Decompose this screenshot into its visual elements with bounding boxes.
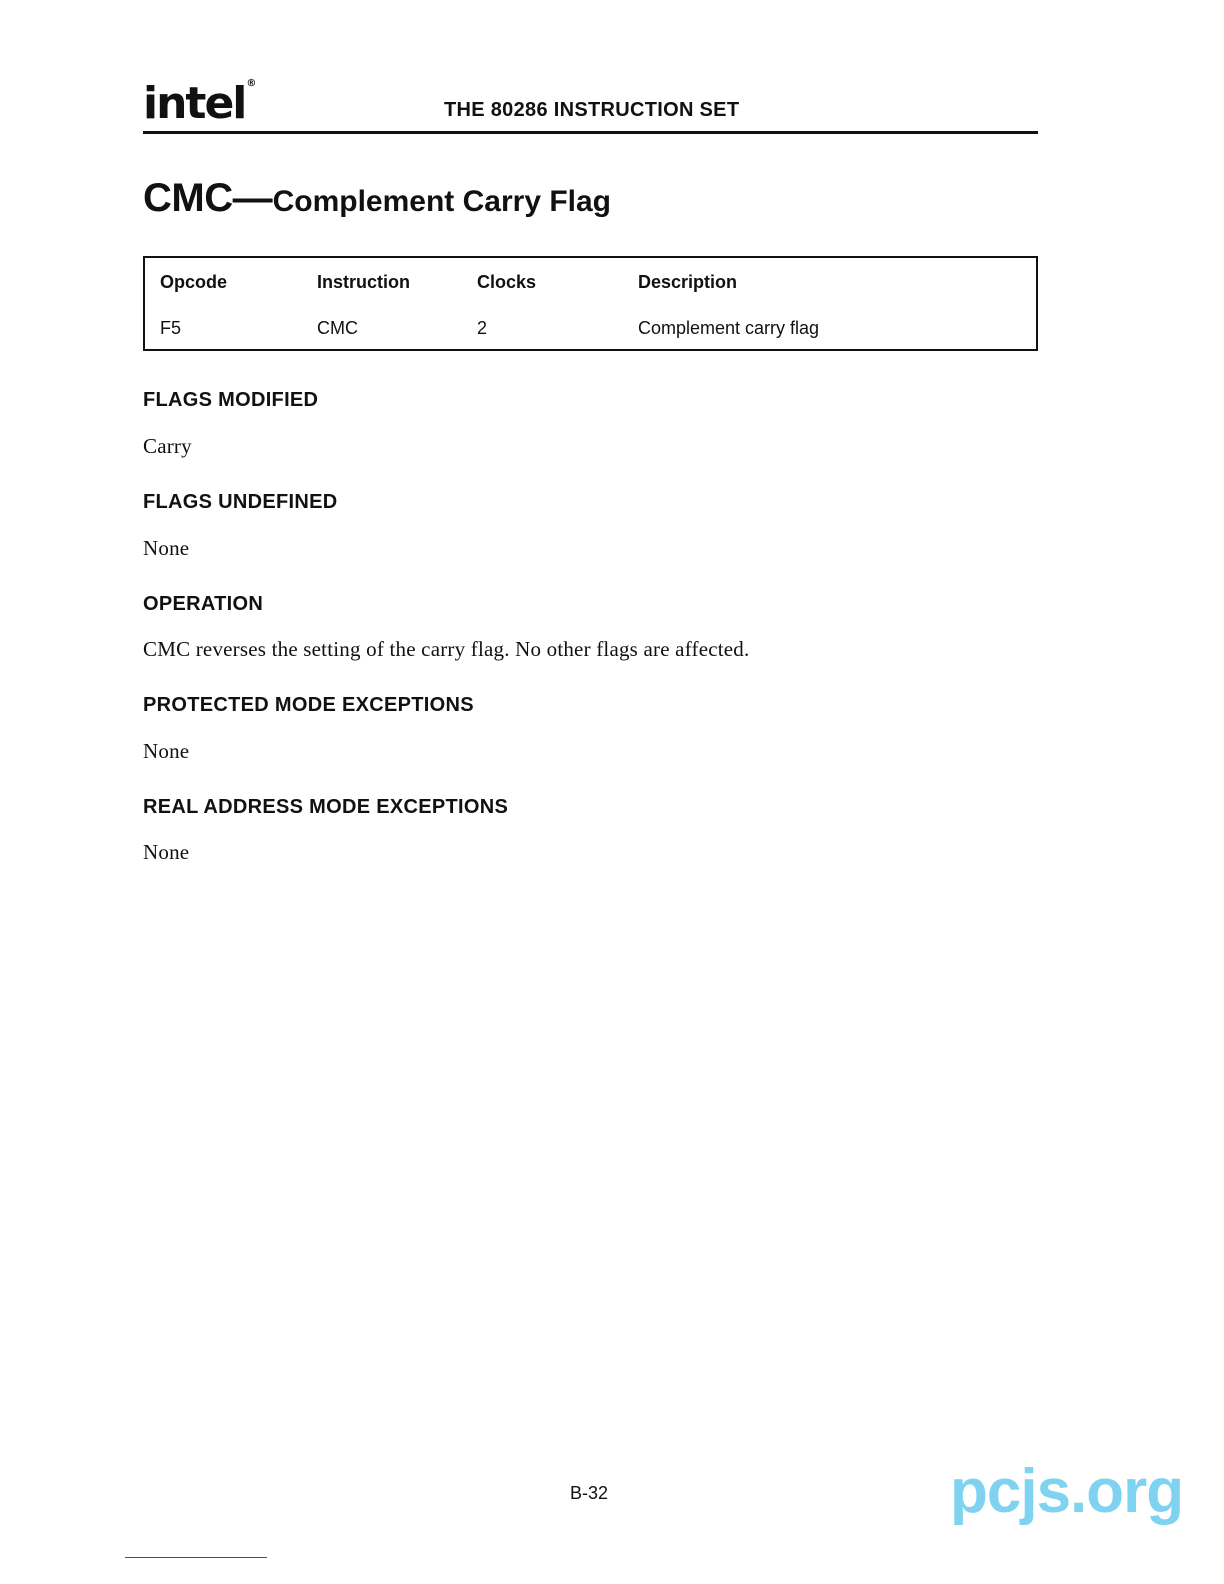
section-heading-flags-undefined: FLAGS UNDEFINED (143, 491, 338, 513)
header-rule (143, 131, 1038, 134)
title-name: Complement Carry Flag (272, 185, 612, 218)
table-header-clocks: Clocks (477, 272, 537, 292)
table-cell-opcode: F5 (160, 318, 182, 338)
table-header-instruction: Instruction (317, 272, 410, 292)
section-heading-operation: OPERATION (143, 593, 264, 615)
running-title: THE 80286 INSTRUCTION SET (444, 99, 740, 121)
table-header-opcode: Opcode (160, 272, 228, 292)
opcode-table (143, 256, 1038, 351)
intel-logo: intel® (143, 78, 255, 129)
section-text-flags-modified: Carry (143, 434, 192, 458)
table-cell-clocks: 2 (477, 318, 488, 338)
table-cell-instruction: CMC (317, 318, 358, 338)
table-cell-description: Complement carry flag (638, 318, 820, 338)
section-text-real-address-mode-exceptions: None (143, 840, 190, 864)
title-dash: — (232, 176, 273, 220)
section-heading-real-address-mode-exceptions: REAL ADDRESS MODE EXCEPTIONS (143, 796, 509, 818)
section-text-operation: CMC reverses the setting of the carry flag. No other flags are affected. (143, 637, 750, 661)
bottom-link-underline[interactable] (125, 1557, 267, 1558)
table-header-description: Description (638, 272, 738, 292)
page-number: B-32 (570, 1483, 609, 1503)
section-heading-flags-modified: FLAGS MODIFIED (143, 389, 319, 411)
pcjs-watermark: pcjs.org (950, 1457, 1184, 1526)
title-mnemonic: CMC (143, 176, 233, 220)
page-title (143, 176, 611, 221)
section-heading-protected-mode-exceptions: PROTECTED MODE EXCEPTIONS (143, 694, 474, 716)
section-text-protected-mode-exceptions: None (143, 739, 190, 763)
section-text-flags-undefined: None (143, 536, 190, 560)
